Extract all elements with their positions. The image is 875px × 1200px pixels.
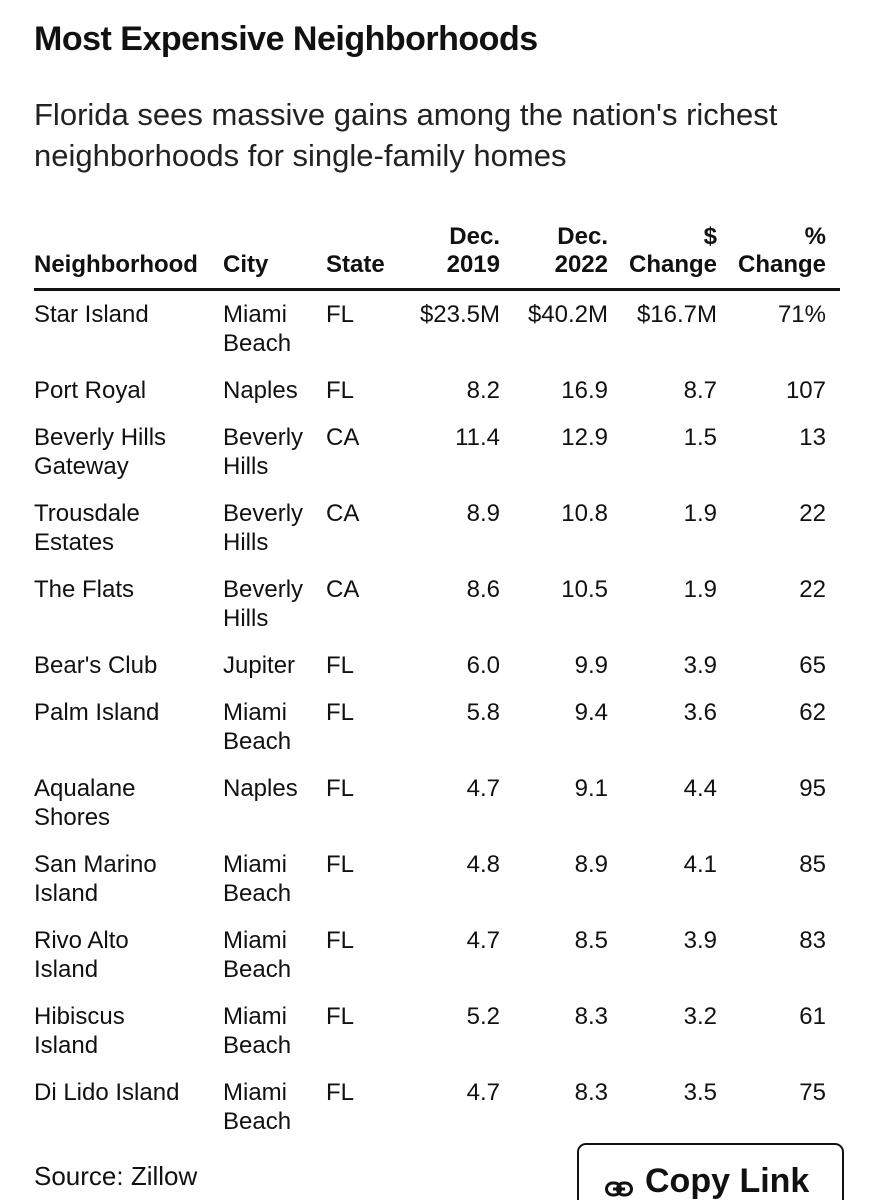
cell-city: Hills: [223, 453, 269, 480]
cell-pct-change: 107: [785, 377, 826, 404]
header-rule: [34, 288, 840, 291]
cell-dec2019: 4.7: [466, 1079, 500, 1106]
cell-neighborhood: Trousdale: [34, 500, 140, 527]
cell-city: Miami: [223, 1003, 287, 1030]
cell-dollar-change: 3.9: [683, 652, 717, 679]
cell-dec2022: 8.3: [574, 1079, 608, 1106]
link-icon: [605, 1175, 633, 1200]
cell-city: Beach: [223, 1032, 292, 1059]
cell-neighborhood: Estates: [34, 529, 115, 556]
cell-dec2019: 8.2: [466, 377, 500, 404]
column-header-city-line-2: City: [223, 251, 269, 278]
cell-neighborhood: Beverly Hills: [34, 424, 167, 451]
cell-pct-change: 22: [799, 576, 826, 603]
cell-neighborhood: Aqualane: [34, 775, 136, 802]
cell-pct-change: 85: [799, 851, 826, 878]
cell-dollar-change: 1.9: [683, 500, 717, 527]
cell-dec2022: 8.3: [574, 1003, 608, 1030]
cell-neighborhood: Rivo Alto: [34, 927, 129, 954]
cell-dollar-change: 3.9: [683, 927, 717, 954]
cell-state: CA: [326, 576, 360, 603]
cell-neighborhood: Port Royal: [34, 377, 147, 404]
cell-dollar-change: 1.5: [683, 424, 717, 451]
cell-pct-change: 75: [799, 1079, 826, 1106]
cell-neighborhood: Hibiscus: [34, 1003, 125, 1030]
cell-dec2022: 9.1: [574, 775, 608, 802]
column-header-pct-change-line-1: %: [804, 223, 826, 250]
cell-dollar-change: 8.7: [683, 377, 717, 404]
cell-dec2019: 11.4: [455, 424, 500, 451]
cell-city: Beach: [223, 1108, 292, 1135]
cell-pct-change: 65: [799, 652, 826, 679]
cell-dollar-change: 3.6: [683, 699, 717, 726]
cell-state: FL: [326, 1079, 355, 1106]
cell-pct-change: 61: [799, 1003, 826, 1030]
cell-dec2022: 16.9: [561, 377, 608, 404]
cell-dec2019: 5.2: [466, 1003, 500, 1030]
column-header-dollar-change-line-2: Change: [628, 251, 717, 278]
cell-city: Hills: [223, 605, 269, 632]
cell-dec2022: 10.8: [561, 500, 608, 527]
cell-state: CA: [326, 424, 360, 451]
cell-state: FL: [326, 377, 355, 404]
cell-state: FL: [326, 652, 355, 679]
cell-neighborhood: Island: [34, 1032, 99, 1059]
column-header-dollar-change-line-1: $: [703, 223, 717, 250]
cell-dec2022: 9.9: [574, 652, 608, 679]
copy-link-label: Copy Link: [645, 1162, 810, 1200]
cell-neighborhood: Shores: [34, 804, 111, 831]
cell-dollar-change: 3.5: [683, 1079, 717, 1106]
cell-neighborhood: Island: [34, 956, 99, 983]
cell-neighborhood: Di Lido Island: [34, 1079, 180, 1106]
cell-city: Miami: [223, 699, 287, 726]
column-header-dec2019-line-1: Dec.: [449, 223, 500, 250]
column-header-state-line-2: State: [326, 251, 385, 278]
cell-state: CA: [326, 500, 360, 527]
cell-city: Jupiter: [223, 652, 296, 679]
cell-dec2022: 9.4: [574, 699, 608, 726]
cell-state: FL: [326, 699, 355, 726]
cell-dec2019: 8.9: [466, 500, 500, 527]
cell-dec2019: 8.6: [466, 576, 500, 603]
cell-dec2022: 12.9: [561, 424, 608, 451]
copy-link-button[interactable]: [577, 1143, 844, 1200]
cell-neighborhood: Bear's Club: [34, 652, 158, 679]
cell-pct-change: 13: [799, 424, 826, 451]
cell-state: FL: [326, 775, 355, 802]
cell-dollar-change: 4.1: [683, 851, 717, 878]
cell-dec2019: 4.7: [466, 775, 500, 802]
column-header-dec2022-line-1: Dec.: [557, 223, 608, 250]
cell-city: Beach: [223, 880, 292, 907]
cell-neighborhood: Gateway: [34, 453, 129, 480]
cell-neighborhood: San Marino: [34, 851, 157, 878]
cell-city: Naples: [223, 377, 298, 404]
cell-dollar-change: $16.7M: [636, 301, 717, 328]
cell-neighborhood: The Flats: [34, 576, 135, 603]
cell-city: Miami: [223, 851, 287, 878]
cell-state: FL: [326, 927, 355, 954]
cell-pct-change: 71%: [777, 301, 826, 328]
cell-dollar-change: 3.2: [683, 1003, 717, 1030]
cell-state: FL: [326, 1003, 355, 1030]
cell-state: FL: [326, 301, 355, 328]
cell-neighborhood: Star Island: [34, 301, 149, 328]
cell-pct-change: 22: [799, 500, 826, 527]
column-header-pct-change-line-2: Change: [737, 251, 826, 278]
cell-city: Beach: [223, 330, 292, 357]
cell-dollar-change: 4.4: [683, 775, 717, 802]
cell-dec2022: 8.9: [574, 851, 608, 878]
source-note: Source: Zillow: [34, 1161, 198, 1191]
cell-dec2022: 10.5: [561, 576, 608, 603]
column-header-neighborhood-line-2: Neighborhood: [34, 251, 198, 278]
cell-dec2022: 8.5: [574, 927, 608, 954]
cell-city: Beverly: [223, 424, 304, 451]
cell-dec2019: 4.7: [466, 927, 500, 954]
cell-city: Beverly: [223, 576, 304, 603]
cell-dec2022: $40.2M: [527, 301, 608, 328]
column-header-dec2022-line-2: 2022: [554, 251, 608, 278]
chart-title: Most Expensive Neighborhoods: [34, 20, 538, 58]
cell-dollar-change: 1.9: [683, 576, 717, 603]
cell-neighborhood: Palm Island: [34, 699, 160, 726]
cell-pct-change: 62: [799, 699, 826, 726]
cell-dec2019: $23.5M: [419, 301, 500, 328]
chart-subtitle: Florida sees massive gains among the nation's richest neighborhoods for single-family homes: [34, 97, 778, 173]
cell-city: Miami: [223, 927, 287, 954]
cell-dec2019: 6.0: [466, 652, 500, 679]
cell-pct-change: 83: [799, 927, 826, 954]
cell-dec2019: 5.8: [466, 699, 500, 726]
cell-city: Naples: [223, 775, 298, 802]
cell-city: Beverly: [223, 500, 304, 527]
column-header-dec2019-line-2: 2019: [446, 251, 500, 278]
cell-neighborhood: Island: [34, 880, 99, 907]
cell-city: Miami: [223, 1079, 287, 1106]
cell-city: Hills: [223, 529, 269, 556]
cell-city: Beach: [223, 956, 292, 983]
cell-city: Miami: [223, 301, 287, 328]
cell-dec2019: 4.8: [466, 851, 500, 878]
cell-pct-change: 95: [799, 775, 826, 802]
cell-state: FL: [326, 851, 355, 878]
cell-city: Beach: [223, 728, 292, 755]
